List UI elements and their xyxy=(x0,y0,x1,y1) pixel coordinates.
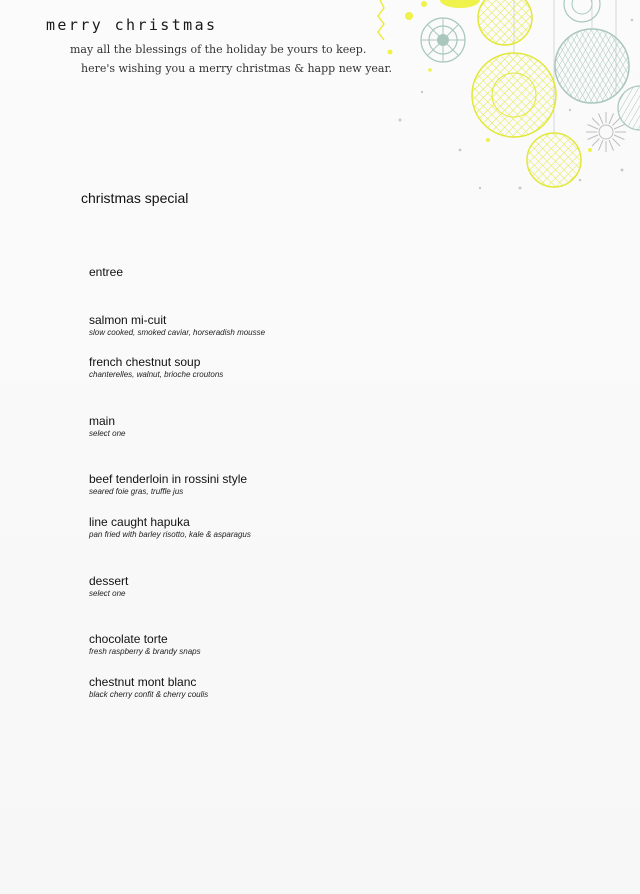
section-heading-note: select one xyxy=(89,429,126,438)
greeting-title: merry christmas xyxy=(46,16,218,34)
menu-item-name: salmon mi-cuit xyxy=(89,313,167,327)
section-heading-main xyxy=(89,414,125,439)
menu-title: christmas special xyxy=(81,190,189,206)
section-heading-label: dessert xyxy=(89,574,129,588)
menu-item-description: chanterelles, walnut, brioche croutons xyxy=(89,370,224,379)
section-heading-dessert xyxy=(89,574,128,599)
section-heading-note: select one xyxy=(89,589,126,598)
menu-item xyxy=(89,675,208,700)
menu-item-name: french chestnut soup xyxy=(89,355,201,369)
menu-item-description: black cherry confit & cherry coulis xyxy=(89,690,209,699)
menu-item xyxy=(89,355,223,380)
section-heading-label: entree xyxy=(89,265,124,279)
menu-item xyxy=(89,632,201,657)
menu-item-name: chestnut mont blanc xyxy=(89,675,197,689)
menu-item xyxy=(89,472,247,497)
greeting-line-1: may all the blessings of the holiday be yours to keep. xyxy=(70,43,367,56)
menu-item-description: slow cooked, smoked caviar, horseradish mousse xyxy=(89,328,266,337)
greeting-line-2: here's wishing you a merry christmas & happ new year. xyxy=(81,62,393,75)
christmas-ornaments-illustration xyxy=(360,0,640,210)
menu-item-name: chocolate torte xyxy=(89,632,168,646)
menu-item-description: fresh raspberry & brandy snaps xyxy=(89,647,201,656)
menu-item xyxy=(89,515,251,540)
menu-item-description: seared foie gras, truffle jus xyxy=(89,487,184,496)
menu-item-description: pan fried with barley risotto, kale & asparagus xyxy=(89,530,251,539)
menu-item-name: line caught hapuka xyxy=(89,515,190,529)
section-heading-label: main xyxy=(89,414,116,428)
menu-item xyxy=(89,313,265,338)
menu-item-name: beef tenderloin in rossini style xyxy=(89,472,248,486)
section-heading-entree xyxy=(89,265,123,279)
